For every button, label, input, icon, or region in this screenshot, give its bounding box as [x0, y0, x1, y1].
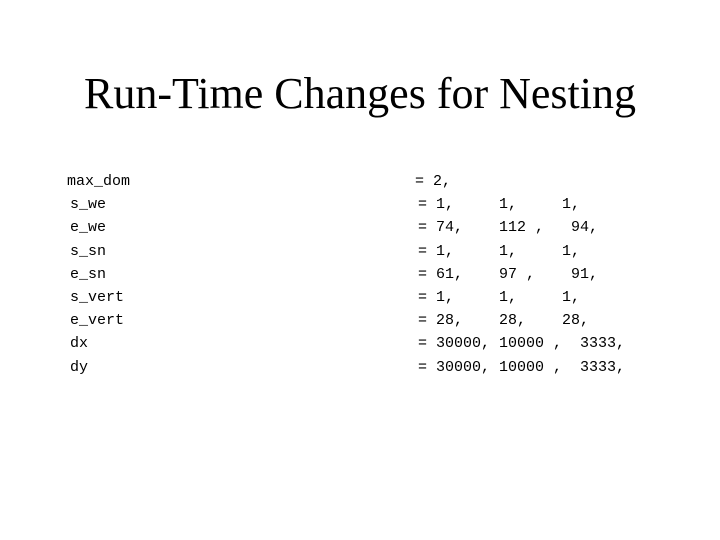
slide-title: Run-Time Changes for Nesting	[83, 69, 637, 118]
param-name: dy	[70, 358, 89, 376]
param-value: = 1, 1, 1,	[418, 288, 581, 306]
param-row-s-vert	[0, 286, 720, 309]
param-value: = 61, 97 , 91,	[418, 265, 599, 283]
param-value: = 2,	[415, 173, 452, 190]
param-value: = 30000, 10000 , 3333,	[418, 335, 626, 353]
param-value: = 28, 28, 28,	[418, 312, 590, 330]
param-name: e_sn	[70, 265, 107, 283]
param-row-s-we	[0, 193, 720, 216]
param-row-s-sn	[0, 240, 720, 263]
namelist-parameter-list	[0, 170, 720, 379]
param-row-e-we	[0, 216, 720, 239]
param-value: = 74, 112 , 94,	[418, 219, 599, 237]
param-name: max_dom	[67, 173, 131, 190]
param-row-dy	[0, 356, 720, 379]
param-row-e-vert	[0, 309, 720, 332]
param-value: = 1, 1, 1,	[418, 196, 581, 214]
param-name: dx	[70, 335, 89, 353]
param-row-max-dom	[0, 170, 720, 193]
param-name: e_vert	[70, 312, 125, 330]
param-name: s_vert	[70, 288, 125, 306]
param-value: = 30000, 10000 , 3333,	[418, 358, 626, 376]
param-value: = 1, 1, 1,	[418, 242, 581, 260]
param-row-e-sn	[0, 263, 720, 286]
param-row-dx	[0, 332, 720, 355]
param-name: e_we	[70, 219, 107, 237]
param-name: s_sn	[70, 242, 107, 260]
param-name: s_we	[70, 196, 107, 214]
